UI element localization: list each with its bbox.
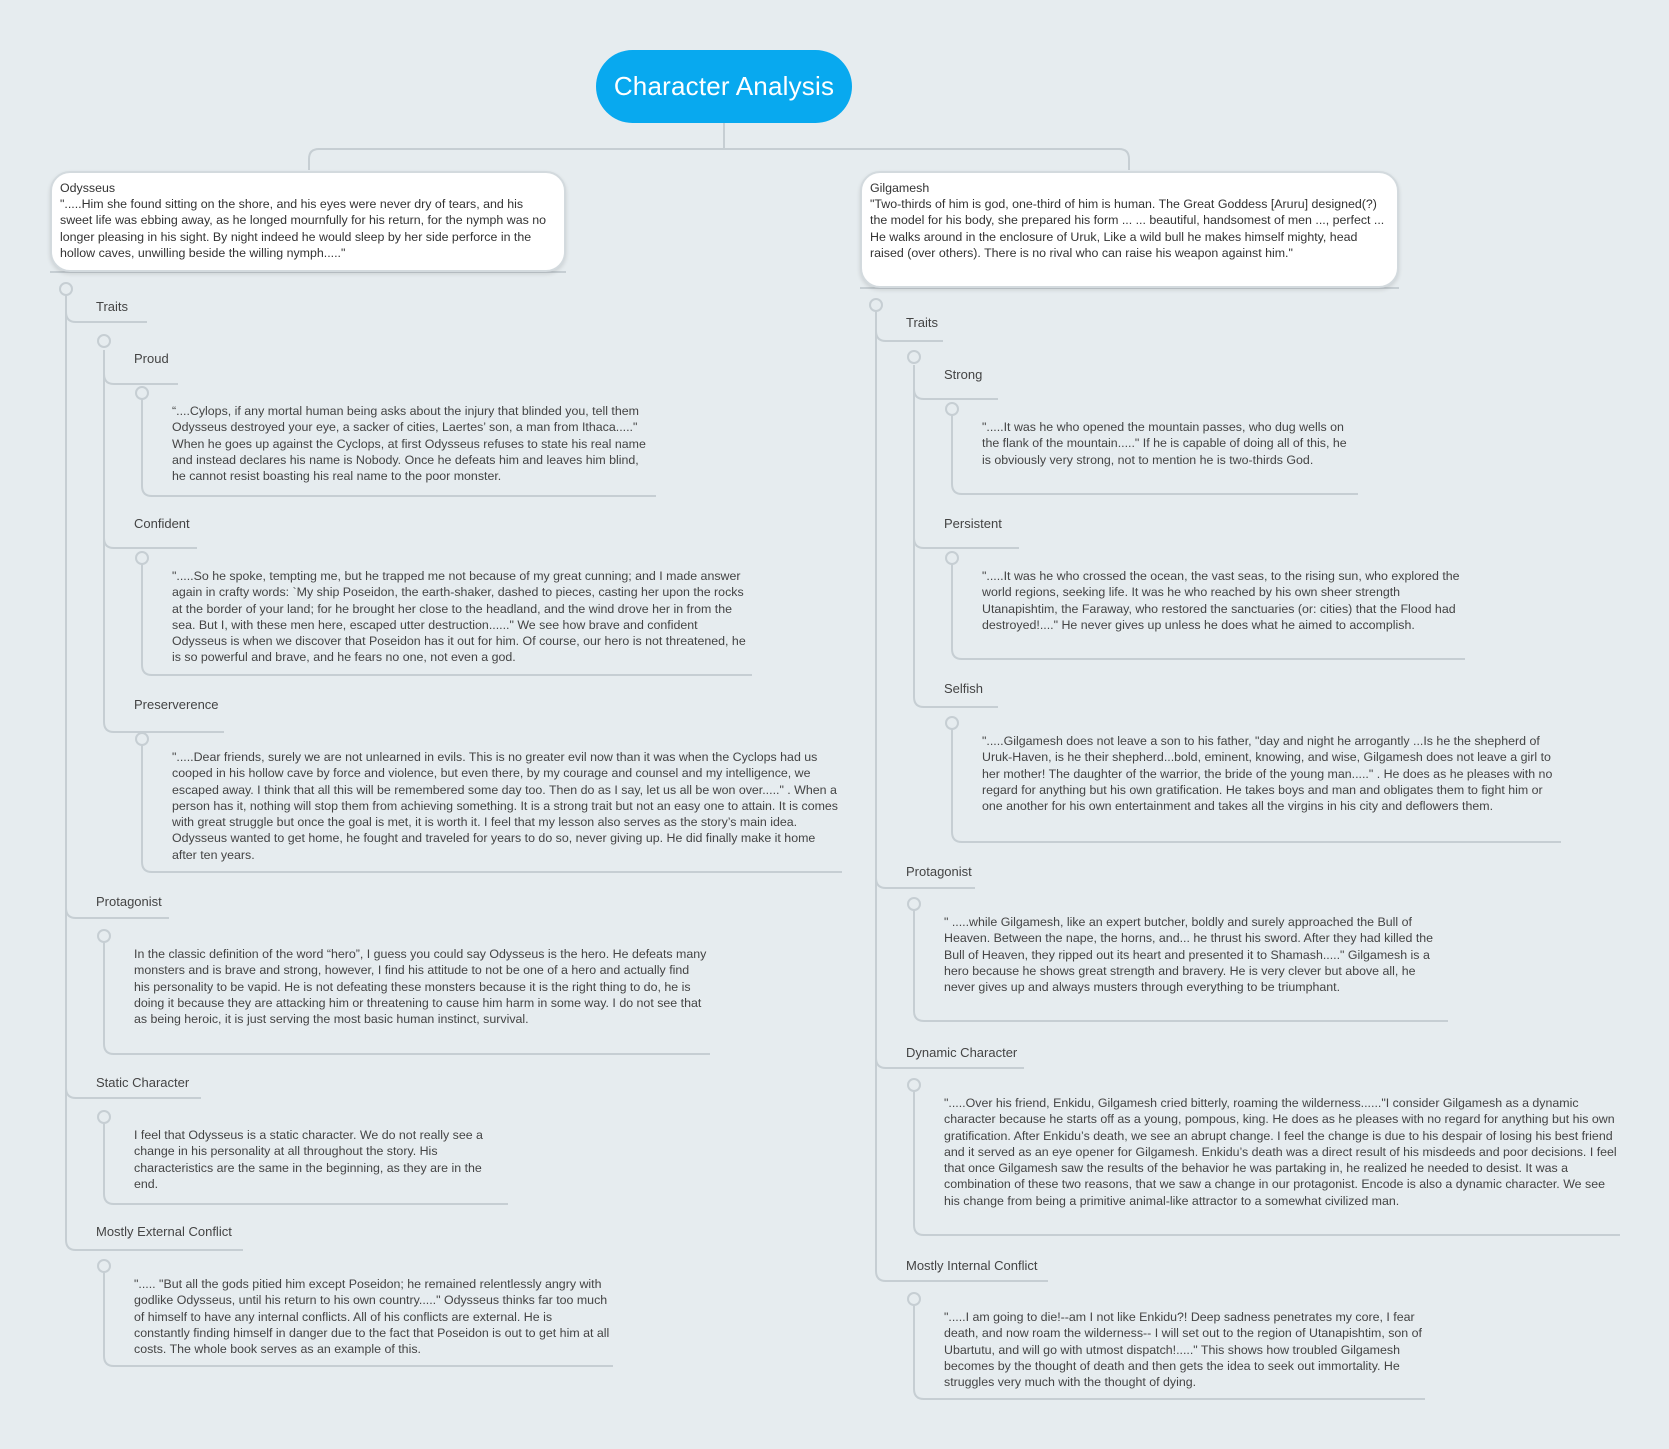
odysseus-proud-label[interactable]: Proud: [134, 351, 169, 366]
gilgamesh-protagonist-text[interactable]: " .....while Gilgamesh, like an expert butcher, boldly and surely approached the Bull of Heaven. Between the nape, the horns, and... he thrust his sword. After they had killed the Bull of Heaven, they ripped out its heart and presented it to Shamash....." Gilgamesh is a hero because he shows great strength and bravery. He is very clever but above all, he never gives up and always musters through everything to be triumphant.: [944, 915, 1434, 995]
odysseus-conflict-text[interactable]: "..... "But all the gods pitied him except Poseidon; he remained relentlessly angry with godlike Odysseus, until his return to his own country....." Odysseus thinks far too much of himself to have any internal conflicts. All of his conflicts are external. He is constantly finding himself in danger due to the fact that Poseidon is out to get him at all costs. The whole book serves as an example of this.: [134, 1277, 610, 1357]
odysseus-confident-text[interactable]: ".....So he spoke, tempting me, but he trapped me not because of my great cunning; and I made answer again in crafty words: `My ship Poseidon, the earth-shaker, dashed to pieces, casting her upon the rocks at the border of your land; for he brought her close to the headland, and the wind drove her in from the sea. But I, with these men here, escaped utter destruction......" We see how brave and confident Odysseus is when we discover that Poseidon has it out for him. Of course, our hero is not threatened, he is so powerful and brave, and he fears no one, not even a god.: [172, 569, 746, 665]
odysseus-topic[interactable]: [50, 171, 566, 272]
gilgamesh-quote: "Two-thirds of him is god, one-third of him is human. The Great Goddess [Aruru] designed(?) the model for his body, she prepared his form ... ... beautiful, handsomest of men ..., perfect ... He walks around in the enclosure of Uruk, Like a wild bull he makes himself mighty, head raised (over others). There is no rival who can raise his weapon against him.": [870, 197, 1385, 260]
gilgamesh-title: Gilgamesh: [870, 181, 930, 195]
odysseus-preserverence-label[interactable]: Preserverence: [134, 697, 219, 712]
gilgamesh-traits-label[interactable]: Traits: [906, 315, 939, 330]
gilgamesh-conflict-text[interactable]: ".....I am going to die!--am I not like Enkidu?! Deep sadness penetrates my core, I fear death, and now roam the wilderness-- I will set out to the region of Utanapishtim, son of Ubartutu, and will go with utmost dispatch!....." This shows how troubled Gilgamesh becomes by the thought of death and then gets the idea to seek out immortality. He struggles very much with the thought of dying.: [944, 1310, 1422, 1390]
gilgamesh-protagonist-label[interactable]: Protagonist: [906, 864, 972, 879]
gilgamesh-persistent-text[interactable]: ".....It was he who crossed the ocean, the vast seas, to the rising sun, who explored the world regions, seeking life. It was he who reached by his own sheer strength Utanapishtim, the Faraway, who restored the sanctuaries (or: cities) that the Flood had destroyed!...." He never gives up unless he does what he aimed to accomplish.: [982, 569, 1460, 632]
gilgamesh-persistent-label[interactable]: Persistent: [944, 516, 1002, 531]
gilgamesh-selfish-text[interactable]: ".....Gilgamesh does not leave a son to his father, "day and night he arrogantly ...Is he the shepherd of Uruk-Haven, is he their shepherd...bold, eminent, knowing, and wise, Gilgamesh does not leave a girl to her mother! The daughter of the warrior, the bride of the young man....." . He does as he pleases with no regard for anything but his own gratification. He takes boys and man and obligates them to fight him or one another for his own entertainment and takes all the virgins in his city and deflowers them.: [982, 734, 1553, 814]
odysseus-conflict-label[interactable]: Mostly External Conflict: [96, 1224, 232, 1239]
odysseus-quote: ".....Him she found sitting on the shore, and his eyes were never dry of tears, and his sweet life was ebbing away, as he longed mournfully for his return, for the nymph was no longer pleasing in his sight. By night indeed he would sleep by her side perforce in the hollow caves, unwilling beside the willing nymph.....": [60, 197, 547, 260]
gilgamesh-strong-label[interactable]: Strong: [944, 367, 983, 382]
odysseus-static-text[interactable]: I feel that Odysseus is a static character. We do not really see a change in his personality at all throughout the story. His characteristics are the same in the beginning, as they are in the end.: [134, 1128, 483, 1191]
odysseus-preserverence-text[interactable]: ".....Dear friends, surely we are not unlearned in evils. This is no greater evil now than it was when the Cyclops had us cooped in his hollow cave by force and violence, but even there, by my courage and counsel and my intelligence, we escaped away. I think that all this will be remembered some day too. Then do as I say, let us all be won over....." . When a person has it, nothing will stop them from achieving something. It is a strong trait but not an easy one to attain. It is comes with great struggle but once the goal is met, it is worth it. I feel that my lesson also serves as the story’s main idea. Odysseus wanted to get home, he fought and traveled for years to do so, never giving up. He did finally make it home after ten years.: [172, 750, 838, 862]
central-topic-label: Character Analysis: [613, 71, 835, 101]
odysseus-proud-text[interactable]: “....Cylops, if any mortal human being asks about the injury that blinded you, tell them Odysseus destroyed your eye, a sacker of cities, Laertes’ son, a man from Ithaca....." When he goes up against the Cyclops, at first Odysseus refuses to state his real name and instead declares his name is Nobody. Once he defeats him and leaves him blind, he cannot resist boasting his real name to the poor monster.: [172, 404, 646, 484]
gilgamesh-selfish-label[interactable]: Selfish: [944, 681, 984, 696]
gilgamesh-topic[interactable]: [860, 171, 1399, 288]
odysseus-static-label[interactable]: Static Character: [96, 1075, 190, 1090]
gilgamesh-dynamic-text[interactable]: ".....Over his friend, Enkidu, Gilgamesh cried bitterly, roaming the wilderness......"I consider Gilgamesh as a dynamic character because he starts off as a young, pompous, king. He does as he pleases with no regard for anything but his own gratification. After Enkidu’s death, we see an abrupt change. I feel the change is due to his despair of losing his best friend and it served as an eye opener for Gilgamesh. Enkidu’s death was a direct result of his misdeeds and poor decisions. I feel that once Gilgamesh saw the results of the behavior he was partaking in, he realized he needed to desist. It was a combination of these two reasons, that we saw a change in our protagonist. Encode is also a dynamic character. We see his change from being a primitive animal-like attractor to a somewhat civilized man.: [944, 1096, 1617, 1208]
odysseus-title: Odysseus: [60, 181, 116, 195]
odysseus-protagonist-label[interactable]: Protagonist: [96, 894, 162, 909]
gilgamesh-strong-text[interactable]: ".....It was he who opened the mountain passes, who dug wells on the flank of the mountain....." If he is capable of doing all of this, he is obviously very strong, not to mention he is two-thirds God.: [982, 420, 1347, 467]
odysseus-confident-label[interactable]: Confident: [134, 516, 190, 531]
odysseus-traits-label[interactable]: Traits: [96, 299, 129, 314]
central-topic[interactable]: [596, 50, 852, 123]
gilgamesh-dynamic-label[interactable]: Dynamic Character: [906, 1045, 1018, 1060]
odysseus-protagonist-text[interactable]: In the classic definition of the word “hero”, I guess you could say Odysseus is the hero. He defeats many monsters and is brave and strong, however, I find his attitude to not be one of a hero and actually find his personality to be vapid. He is not defeating these monsters because it is the right thing to do, he is doing it because they are attacking him or threatening to cause him harm in some way. I do not see that as being heroic, it is just serving the most basic human instinct, survival.: [134, 947, 707, 1027]
gilgamesh-conflict-label[interactable]: Mostly Internal Conflict: [906, 1258, 1038, 1273]
